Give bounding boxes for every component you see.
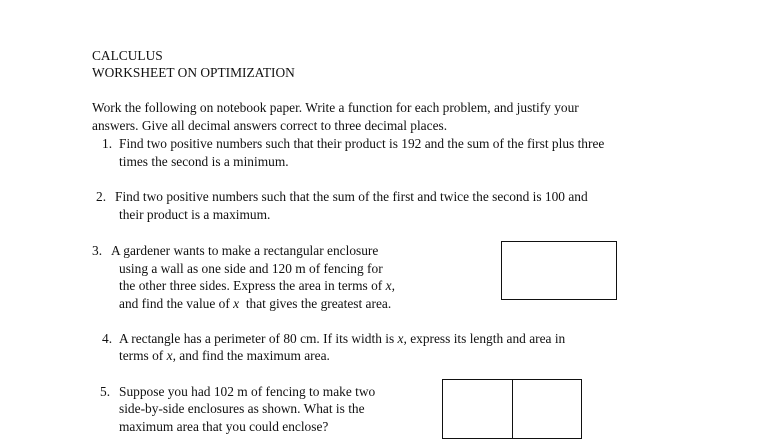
side-by-side-enclosures-diagram <box>442 379 582 439</box>
problem-3-line-3: the other three sides. Express the area in terms of x, <box>119 278 395 293</box>
problem-2-number: 2. <box>96 189 107 204</box>
variable-x: x <box>233 296 240 311</box>
variable-x: x, <box>385 278 395 293</box>
problem-5-line-3: maximum area that you could enclose? <box>119 419 329 434</box>
variable-x: x, <box>397 331 407 346</box>
problem-1-number: 1. <box>102 136 113 151</box>
worksheet-title: WORKSHEET ON OPTIMIZATION <box>92 65 295 80</box>
enclosure-diagram <box>501 241 617 300</box>
problem-3-number: 3. <box>92 243 103 258</box>
problem-1-line-2: times the second is a minimum. <box>119 154 289 169</box>
instructions-line-2: answers. Give all decimal answers correct to three decimal places. <box>92 118 448 133</box>
instructions-line-1: Work the following on notebook paper. Write a function for each problem, and justify your <box>92 100 579 115</box>
problem-4-number: 4. <box>102 331 113 346</box>
enclosure-divider <box>512 380 513 438</box>
course-heading: CALCULUS <box>92 48 163 63</box>
problem-1-line-1: Find two positive numbers such that their product is 192 and the sum of the first plus three <box>119 136 605 151</box>
variable-x: x, <box>166 348 176 363</box>
problem-4-line-2: terms of x, and find the maximum area. <box>119 348 330 363</box>
problem-3-line-1: A gardener wants to make a rectangular enclosure <box>111 243 379 258</box>
problem-3-line-2: using a wall as one side and 120 m of fencing for <box>119 261 383 276</box>
problem-5-number: 5. <box>100 384 111 399</box>
problem-2-line-1: Find two positive numbers such that the sum of the first and twice the second is 100 and <box>115 189 588 204</box>
problem-2-line-2: their product is a maximum. <box>119 207 271 222</box>
problem-5-line-1: Suppose you had 102 m of fencing to make two <box>119 384 376 399</box>
problem-5-line-2: side-by-side enclosures as shown. What is the <box>119 401 365 416</box>
problem-3-line-4: and find the value of x that gives the greatest area. <box>119 296 392 311</box>
problem-4-line-1: A rectangle has a perimeter of 80 cm. If its width is x, express its length and area in <box>119 331 566 346</box>
